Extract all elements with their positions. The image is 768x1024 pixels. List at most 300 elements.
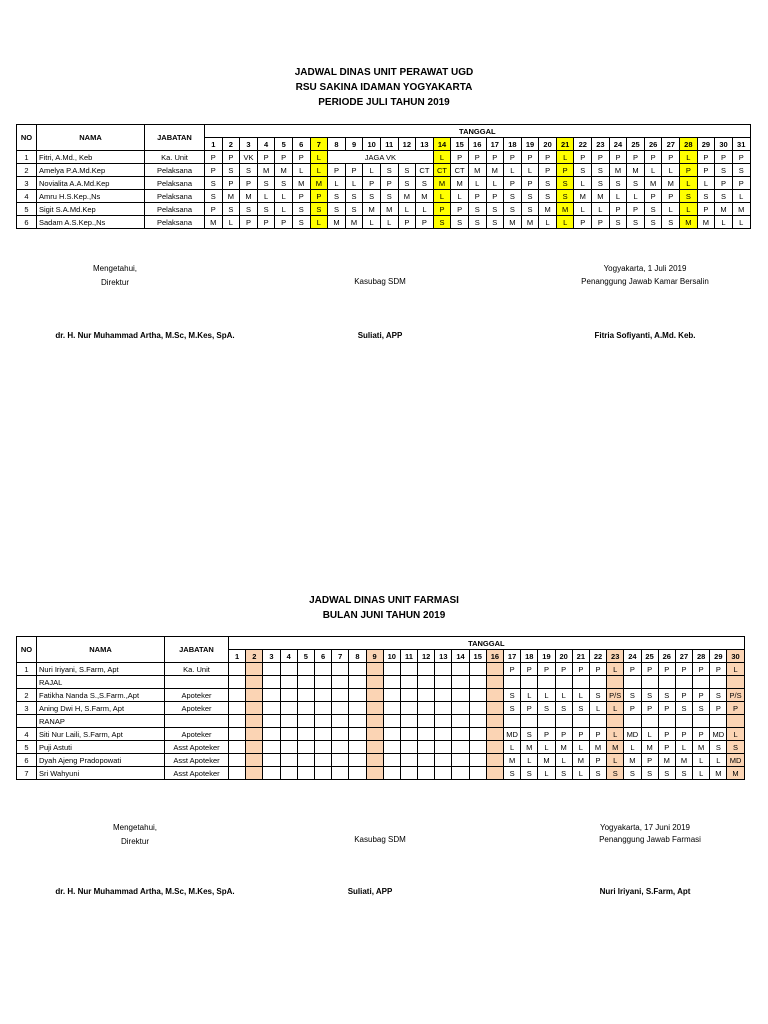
shift-cell: S: [310, 203, 328, 216]
shift-cell: P: [240, 216, 258, 229]
shift-cell: L: [710, 754, 727, 767]
shift-cell: [435, 715, 452, 728]
day-header-4: 4: [257, 138, 275, 151]
shift-cell: L: [556, 216, 574, 229]
shift-cell: [383, 702, 400, 715]
shift-cell: [624, 715, 641, 728]
shift-cell: S: [538, 702, 555, 715]
shift-cell: [297, 663, 314, 676]
shift-cell: P: [222, 177, 240, 190]
shift-cell: P: [609, 203, 627, 216]
shift-cell: [435, 754, 452, 767]
shift-cell: [366, 702, 383, 715]
shift-cell: [486, 741, 503, 754]
shift-cell: L: [607, 728, 624, 741]
shift-cell: [452, 676, 469, 689]
day-header-8: 8: [349, 650, 366, 663]
shift-cell: [486, 676, 503, 689]
shift-cell: P: [275, 216, 293, 229]
shift-cell: [400, 741, 417, 754]
day-header-9: 9: [366, 650, 383, 663]
shift-cell: S: [609, 177, 627, 190]
shift-cell: [710, 715, 727, 728]
table-row: [17, 715, 745, 728]
shift-cell: S: [592, 177, 610, 190]
shift-cell: M: [697, 216, 715, 229]
shift-cell: [246, 676, 263, 689]
ugd-sign-right-name: Fitria Sofiyanti, A.Md. Keb.: [594, 331, 696, 340]
day-header-30: 30: [715, 138, 733, 151]
shift-cell: P: [589, 754, 606, 767]
shift-cell: P: [380, 177, 398, 190]
shift-cell: S: [624, 767, 641, 780]
shift-cell: [297, 689, 314, 702]
table-row: [17, 203, 751, 216]
row-nama: Amru H.S.Kep.,Ns: [37, 190, 145, 203]
shift-cell: [383, 689, 400, 702]
shift-cell: [349, 741, 366, 754]
shift-cell: P: [328, 164, 346, 177]
shift-cell: [486, 767, 503, 780]
row-jabatan: Asst Apoteker: [165, 741, 229, 754]
shift-cell: [486, 702, 503, 715]
shift-cell: [641, 676, 658, 689]
shift-cell: S: [416, 177, 434, 190]
shift-cell: L: [627, 190, 645, 203]
shift-cell: S: [345, 203, 363, 216]
shift-cell: M: [574, 190, 592, 203]
shift-cell: [349, 663, 366, 676]
row-no: 7: [17, 767, 37, 780]
shift-cell: [521, 715, 538, 728]
shift-cell: [280, 689, 297, 702]
shift-cell: S: [658, 767, 675, 780]
shift-cell: [366, 754, 383, 767]
no-header: NO: [17, 125, 37, 151]
row-no: 2: [17, 164, 37, 177]
ugd-title-1: JADWAL DINAS UNIT PERAWAT UGD: [294, 67, 474, 78]
shift-cell: [314, 728, 331, 741]
row-nama: RANAP: [37, 715, 165, 728]
day-header-17: 17: [504, 650, 521, 663]
shift-cell: [452, 689, 469, 702]
shift-cell: [452, 767, 469, 780]
shift-cell: P: [627, 151, 645, 164]
shift-cell: S: [710, 741, 727, 754]
row-jabatan: [165, 715, 229, 728]
day-header-19: 19: [521, 138, 539, 151]
shift-cell: M: [556, 203, 574, 216]
shift-cell: [314, 715, 331, 728]
shift-cell: P: [697, 203, 715, 216]
shift-cell: P: [572, 728, 589, 741]
farmasi-sign-left-name: dr. H. Nur Muhammad Artha, M.Sc, M.Kes, SpA.: [55, 887, 235, 896]
shift-cell: L: [222, 216, 240, 229]
shift-cell: M: [572, 754, 589, 767]
day-header-3: 3: [240, 138, 258, 151]
shift-cell: [280, 741, 297, 754]
day-header-26: 26: [658, 650, 675, 663]
shift-cell: [641, 715, 658, 728]
shift-cell: MD: [727, 754, 744, 767]
shift-cell: L: [641, 728, 658, 741]
shift-cell: [349, 676, 366, 689]
shift-cell: P: [504, 663, 521, 676]
shift-cell: S: [710, 689, 727, 702]
shift-cell: [452, 728, 469, 741]
shift-cell: [589, 676, 606, 689]
day-header-18: 18: [504, 138, 522, 151]
day-header-29: 29: [710, 650, 727, 663]
shift-cell: [314, 689, 331, 702]
shift-cell: M: [521, 216, 539, 229]
shift-cell: [349, 728, 366, 741]
shift-cell: S: [555, 767, 572, 780]
day-header-23: 23: [607, 650, 624, 663]
shift-cell: [486, 663, 503, 676]
ugd-sign-mid-name: Suliati, APP: [357, 331, 403, 340]
shift-cell: [435, 663, 452, 676]
shift-cell: S: [504, 190, 522, 203]
shift-cell: S: [607, 767, 624, 780]
shift-cell: L: [363, 164, 381, 177]
shift-cell: P: [555, 728, 572, 741]
row-nama: Sri Wahyuni: [37, 767, 165, 780]
shift-cell: P: [574, 216, 592, 229]
table-row: [17, 663, 745, 676]
row-nama: Dyah Ajeng Pradopowati: [37, 754, 165, 767]
shift-cell: L: [727, 663, 744, 676]
day-header-5: 5: [275, 138, 293, 151]
shift-cell: M: [398, 190, 416, 203]
shift-cell: S: [555, 702, 572, 715]
shift-cell: CT: [416, 164, 434, 177]
shift-cell: S: [504, 767, 521, 780]
shift-cell: S: [641, 767, 658, 780]
day-header-14: 14: [452, 650, 469, 663]
day-header-18: 18: [521, 650, 538, 663]
shift-cell: S: [715, 164, 733, 177]
shift-cell: [366, 663, 383, 676]
shift-cell: L: [555, 689, 572, 702]
row-jabatan: Pelaksana: [145, 177, 205, 190]
tanggal-header: TANGGAL: [205, 125, 751, 138]
day-header-12: 12: [418, 650, 435, 663]
ugd-schedule-table: [16, 124, 751, 229]
row-no: 6: [17, 754, 37, 767]
shift-cell: [658, 715, 675, 728]
shift-cell: P: [521, 663, 538, 676]
shift-cell: M: [715, 203, 733, 216]
ugd-sign-left-line2: Direktur: [100, 278, 129, 287]
shift-cell: P: [205, 151, 223, 164]
shift-cell: [229, 715, 246, 728]
shift-cell: S: [521, 767, 538, 780]
shift-cell: P: [556, 164, 574, 177]
shift-cell: S: [609, 216, 627, 229]
shift-cell: L: [680, 151, 698, 164]
shift-cell: CT: [451, 164, 469, 177]
shift-cell: [263, 728, 280, 741]
day-header-23: 23: [592, 138, 610, 151]
shift-cell: [263, 663, 280, 676]
day-header-30: 30: [727, 650, 744, 663]
shift-cell: P: [205, 164, 223, 177]
shift-cell: P: [641, 663, 658, 676]
shift-cell: P: [468, 151, 486, 164]
shift-cell: S: [468, 203, 486, 216]
shift-cell: P: [680, 164, 698, 177]
shift-cell: S: [644, 203, 662, 216]
day-header-16: 16: [468, 138, 486, 151]
shift-cell: [280, 702, 297, 715]
row-nama: Nuri Iriyani, S.Farm, Apt: [37, 663, 165, 676]
ugd-title-3: PERIODE JULI TAHUN 2019: [318, 97, 450, 108]
shift-cell: L: [607, 754, 624, 767]
shift-cell: L: [644, 164, 662, 177]
farmasi-title-2: BULAN JUNI TAHUN 2019: [322, 610, 446, 621]
shift-cell: P: [641, 702, 658, 715]
shift-cell: S: [592, 164, 610, 177]
shift-cell: P: [451, 151, 469, 164]
shift-cell: P: [658, 741, 675, 754]
shift-cell: [435, 728, 452, 741]
shift-cell: P: [521, 177, 539, 190]
row-jabatan: Apoteker: [165, 728, 229, 741]
row-nama: Aning Dwi H, S.Farm, Apt: [37, 702, 165, 715]
shift-cell: S: [240, 164, 258, 177]
shift-cell: [246, 689, 263, 702]
day-header-21: 21: [556, 138, 574, 151]
shift-cell: [366, 728, 383, 741]
shift-cell: [538, 715, 555, 728]
day-header-10: 10: [383, 650, 400, 663]
shift-cell: [229, 754, 246, 767]
shift-cell: L: [538, 767, 555, 780]
shift-cell: P: [345, 164, 363, 177]
shift-cell: P: [592, 216, 610, 229]
shift-cell: [469, 767, 486, 780]
shift-cell: L: [468, 177, 486, 190]
shift-cell: [469, 663, 486, 676]
ugd-sign-right-line2: Penanggung Jawab Kamar Bersalin: [581, 277, 709, 286]
shift-cell: P: [222, 151, 240, 164]
shift-cell: L: [345, 177, 363, 190]
shift-cell: P: [658, 702, 675, 715]
shift-cell: S: [641, 689, 658, 702]
shift-cell: [555, 715, 572, 728]
shift-cell: [418, 689, 435, 702]
shift-cell: MD: [504, 728, 521, 741]
day-header-28: 28: [680, 138, 698, 151]
shift-cell: [675, 715, 692, 728]
shift-cell: [675, 676, 692, 689]
shift-cell: [314, 754, 331, 767]
shift-cell: [246, 715, 263, 728]
jabatan-header: JABATAN: [145, 125, 205, 151]
header-row: [17, 125, 751, 138]
shift-cell: M: [345, 216, 363, 229]
shift-cell: [332, 663, 349, 676]
shift-cell: [332, 689, 349, 702]
shift-cell: P: [275, 151, 293, 164]
shift-cell: [332, 754, 349, 767]
shift-cell: [572, 676, 589, 689]
table-row: [17, 151, 751, 164]
row-jabatan: [165, 676, 229, 689]
shift-cell: P: [715, 151, 733, 164]
shift-cell: [400, 663, 417, 676]
shift-cell: [246, 767, 263, 780]
shift-cell: P: [675, 728, 692, 741]
shift-cell: S: [328, 203, 346, 216]
shift-cell: L: [275, 203, 293, 216]
shift-cell: [555, 676, 572, 689]
row-nama: Amelya P.A.Md.Kep: [37, 164, 145, 177]
shift-cell: L: [310, 216, 328, 229]
shift-cell: [452, 663, 469, 676]
row-nama: Puji Astuti: [37, 741, 165, 754]
row-no: [17, 715, 37, 728]
ugd-title-2: RSU SAKINA IDAMAN YOGYAKARTA: [295, 82, 473, 93]
shift-cell: L: [257, 190, 275, 203]
shift-cell: P: [572, 663, 589, 676]
shift-cell: M: [504, 754, 521, 767]
farmasi-sign-mid-name: Suliati, APP: [347, 887, 393, 896]
shift-cell: S: [504, 702, 521, 715]
shift-cell: [383, 676, 400, 689]
shift-cell: [435, 767, 452, 780]
shift-cell: P/S: [607, 689, 624, 702]
shift-cell: [349, 715, 366, 728]
shift-cell: [263, 676, 280, 689]
shift-cell: S: [292, 203, 310, 216]
shift-cell: [418, 767, 435, 780]
shift-cell: [314, 663, 331, 676]
shift-cell: [400, 728, 417, 741]
row-no: 1: [17, 663, 37, 676]
shift-cell: [452, 754, 469, 767]
shift-cell: [332, 741, 349, 754]
shift-cell: L: [328, 177, 346, 190]
shift-cell: M: [363, 203, 381, 216]
row-jabatan: Apoteker: [165, 689, 229, 702]
day-header-3: 3: [263, 650, 280, 663]
day-header-14: 14: [433, 138, 451, 151]
shift-cell: M: [710, 767, 727, 780]
day-header-20: 20: [539, 138, 557, 151]
shift-cell: [624, 676, 641, 689]
shift-cell: S: [398, 177, 416, 190]
shift-cell: L: [574, 203, 592, 216]
shift-cell: [418, 702, 435, 715]
shift-cell: M: [644, 177, 662, 190]
shift-cell: L: [727, 728, 744, 741]
shift-cell: [229, 741, 246, 754]
shift-cell: [727, 676, 744, 689]
row-nama: Novialita A.A.Md.Kep: [37, 177, 145, 190]
shift-cell: [366, 767, 383, 780]
shift-cell: P: [521, 151, 539, 164]
tanggal-header: TANGGAL: [229, 637, 745, 650]
shift-cell: S: [205, 177, 223, 190]
row-jabatan: Ka. Unit: [145, 151, 205, 164]
shift-cell: [280, 663, 297, 676]
day-header-9: 9: [345, 138, 363, 151]
farmasi-sign-left-line1: Mengetahui,: [112, 823, 158, 832]
shift-cell: [486, 754, 503, 767]
shift-cell: M: [592, 190, 610, 203]
shift-cell: L: [504, 741, 521, 754]
shift-cell: S: [727, 741, 744, 754]
shift-cell: [418, 741, 435, 754]
shift-cell: P: [416, 216, 434, 229]
shift-cell: L: [732, 190, 750, 203]
day-header-7: 7: [332, 650, 349, 663]
row-no: 4: [17, 190, 37, 203]
shift-cell: L: [697, 177, 715, 190]
shift-cell: L: [521, 689, 538, 702]
shift-cell: L: [521, 754, 538, 767]
shift-cell: M: [675, 754, 692, 767]
day-header-2: 2: [222, 138, 240, 151]
header-row: [17, 637, 745, 650]
shift-cell: S: [504, 203, 522, 216]
day-header-8: 8: [328, 138, 346, 151]
shift-cell: L: [572, 741, 589, 754]
shift-cell: MD: [710, 728, 727, 741]
shift-cell: [572, 715, 589, 728]
row-no: 5: [17, 203, 37, 216]
table-row: [17, 177, 751, 190]
day-header-20: 20: [555, 650, 572, 663]
day-header-12: 12: [398, 138, 416, 151]
shift-cell: S: [222, 164, 240, 177]
shift-cell: S: [662, 216, 680, 229]
shift-cell: [263, 767, 280, 780]
shift-cell: L: [486, 177, 504, 190]
day-header-26: 26: [644, 138, 662, 151]
shift-cell: P: [486, 151, 504, 164]
row-jabatan: Pelaksana: [145, 216, 205, 229]
shift-cell: P: [715, 177, 733, 190]
shift-cell: P: [662, 190, 680, 203]
shift-cell: S: [521, 728, 538, 741]
shift-cell: L: [556, 151, 574, 164]
day-header-1: 1: [229, 650, 246, 663]
shift-cell: L: [607, 702, 624, 715]
shift-cell: [332, 767, 349, 780]
shift-cell: S: [521, 203, 539, 216]
row-jabatan: Apoteker: [165, 702, 229, 715]
shift-cell: L: [521, 164, 539, 177]
shift-cell: S: [504, 689, 521, 702]
shift-cell: [280, 715, 297, 728]
shift-cell: [229, 728, 246, 741]
shift-cell: [383, 741, 400, 754]
shift-cell: [366, 715, 383, 728]
day-header-27: 27: [662, 138, 680, 151]
shift-cell: [469, 702, 486, 715]
shift-cell: P: [693, 689, 710, 702]
shift-cell: [366, 676, 383, 689]
shift-cell: L: [380, 216, 398, 229]
shift-cell: L: [715, 216, 733, 229]
shift-cell: S: [572, 702, 589, 715]
shift-cell: P: [592, 151, 610, 164]
shift-cell: M: [589, 741, 606, 754]
shift-cell: P/S: [727, 689, 744, 702]
